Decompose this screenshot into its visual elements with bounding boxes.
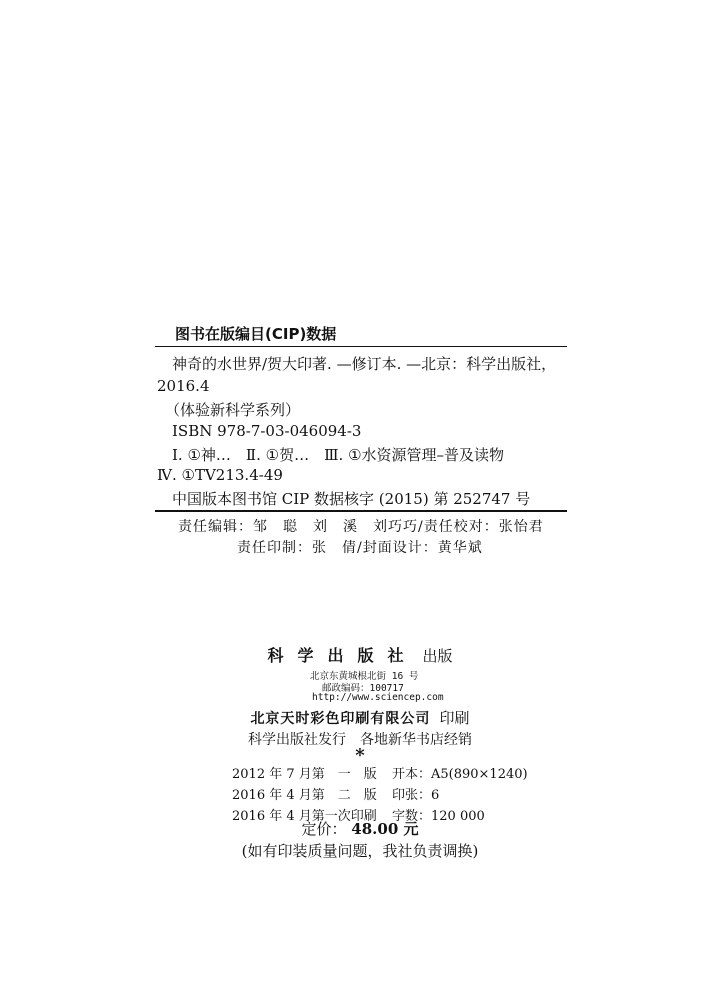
cip-line-isbn: ISBN 978-7-03-046094-3: [172, 422, 362, 440]
edition-row: [232, 783, 528, 804]
edition-table: [232, 762, 528, 825]
replacement-notice: (如有印装质量问题，我社负责调换): [241, 842, 479, 860]
cip-line-6: Ⅳ. ①TV213.4-49: [157, 466, 283, 484]
credits-line-2: 责任印制：张 倩/封面设计：黄华斌: [237, 540, 483, 556]
cip-top-rule: [155, 346, 567, 347]
edition-date: 2012 年 7 月第 一 版: [232, 767, 377, 782]
distribution-line: 科学出版社发行 各地新华书店经销: [248, 732, 472, 748]
publisher-postcode: 邮政编码：100717: [322, 683, 404, 694]
edition-spec: 字数：120 000: [392, 809, 485, 824]
edition-date: 2016 年 4 月第一次印刷: [232, 809, 377, 824]
cip-record-number: 中国版本图书馆 CIP 数据核字 (2015) 第 252747 号: [172, 490, 531, 508]
publisher-name: 科学出版社: [267, 646, 418, 665]
credits-line-1: 责任编辑：邹 聪 刘 溪 刘巧巧/责任校对：张怡君: [178, 519, 544, 535]
edition-spec: 印张：6: [392, 788, 440, 803]
publisher-url: http://www.sciencep.com: [312, 692, 444, 703]
printer-action: 印刷: [439, 709, 470, 727]
separator-asterisk: *: [355, 745, 365, 766]
edition-date: 2016 年 4 月第 二 版: [232, 788, 377, 803]
price-line: [0, 818, 720, 839]
price-value: 48.00 元: [351, 820, 419, 838]
publisher-block: [0, 643, 720, 666]
printer-block: [0, 707, 720, 728]
cip-line-1: 神奇的水世界/贺大印著. —修订本. —北京：科学出版社，: [172, 355, 557, 373]
publisher-address: 北京东黄城根北街 16 号: [310, 671, 419, 682]
cip-line-2: 2016.4: [157, 377, 210, 395]
cip-bottom-rule: [155, 510, 567, 512]
edition-spec: 开本：A5(890×1240): [392, 767, 528, 782]
edition-row: [232, 762, 528, 783]
cip-line-3: （体验新科学系列）: [165, 401, 301, 419]
cip-line-classification: Ⅰ. ①神… Ⅱ. ①贺… Ⅲ. ①水资源管理–普及读物: [172, 446, 505, 464]
printer-name: 北京天时彩色印刷有限公司: [250, 711, 431, 727]
publisher-action: 出版: [422, 647, 453, 665]
cip-header: 图书在版编目(CIP)数据: [175, 325, 337, 343]
price-label: 定价：: [301, 820, 347, 838]
